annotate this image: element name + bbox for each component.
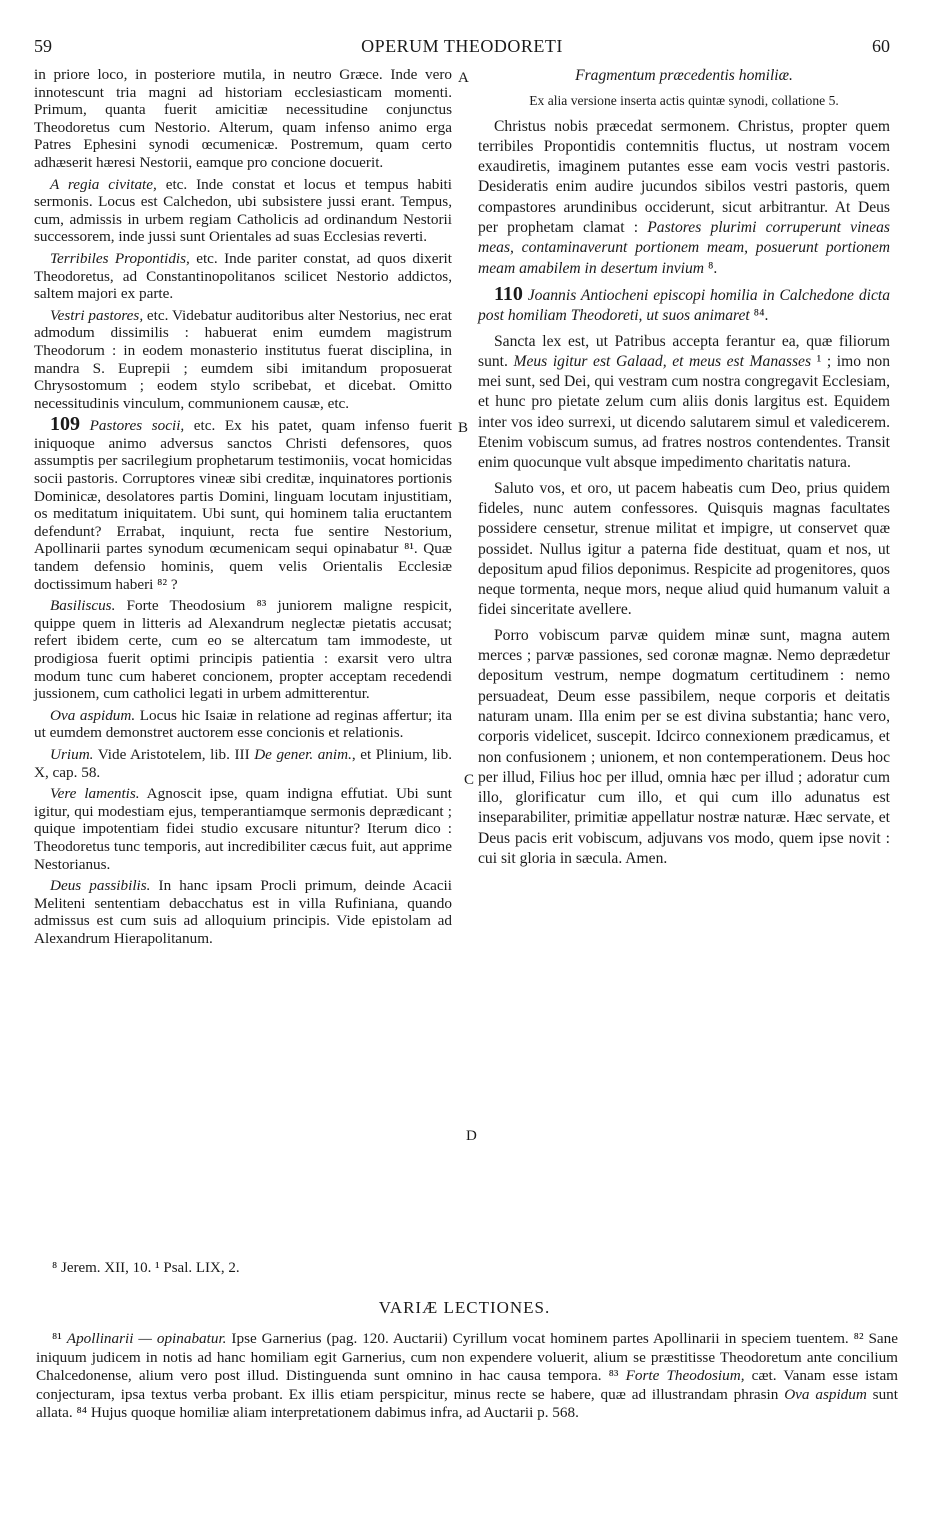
margin-letter-b: B xyxy=(458,420,469,436)
footnotes: ⁸ Jerem. XII, 10. ¹ Psal. LIX, 2. xyxy=(52,1260,240,1276)
left-paragraph: Deus passibilis. In hanc ipsam Procli primum, deinde Acacii Meliteni sententiam debacchatus est in villa Rufiniana, quando admissus est cum suis ad alloquium principis. Vide epistolam ad Alexandrum Hierapolitanum. xyxy=(34,877,453,947)
fragment-source: Ex alia versione inserta actis quintæ synodi, collatione 5. xyxy=(529,93,839,109)
variae-text: ⁸¹ Apollinarii — opinabatur. Ipse Garnerius (pag. 120. Auctarii) Cyrillum vocat hominem partes Apollinarii in speciem tuentem. ⁸² Sane iniquum judicem in notis ad hanc homiliam egit Garnerius, cum non expendere voluerit, alium se præstitisse Theodoretum ante concilium Chalcedonense, alium vero post illud. Distinguenda sunt omnino in hac causa tempora. ⁸³ Forte Theodosium, cæt. Vanam esse istam conjecturam, ipsa textus verba probant. Ex illis etiam perspicitur, minus recte se habere, quæ ad illustrandam phrasin Ova aspidum sunt allata. ⁸⁴ Hujus quoque homiliæ aliam interpretationem dabimus infra, ad Auctarii p. 568. xyxy=(36,1330,898,1422)
left-paragraph: Basiliscus. Forte Theodosium ⁸³ juniorem maligne respicit, quippe quem in litteris ad Alexandrum neglectæ pietatis accusat; refert ibidem certe, cum eo se altercatum tam immodeste, ut prodigiosa fuerit optimi principis patientia : exarsit vero ultra modum tunc cum haberet concionem, propter acceptam recedendi jussionem, cum catholici legati in urbem admitterentur. xyxy=(34,597,452,703)
right-paragraph: Saluto vos, et oro, ut pacem habeatis cum Deo, prius quidem fideles, nunc autem confessores. Quisquis magnas facultates possidere censetur, strenue militat et impigre, ut conservet quæ possidet. Nullus igitur a paterna fide destituat, quam et nos, ut depositum apud filios deponimus. Respicite ad progenitores, quos neque tormenta, neque mors, neque aliud quid humanum valuit a fidei sinceritate avellere. xyxy=(478,479,890,619)
left-paragraph: Terribiles Propontidis, etc. Inde pariter constat, ad quos dixerit Theodoretus, ad Constantinopolitanos scilicet Nestorio addictos, saltem majori ex parte. xyxy=(34,249,452,303)
left-paragraph: Urium. Vide Aristotelem, lib. III De gener. anim., et Plinium, lib. X, cap. 58. xyxy=(34,745,453,781)
page-header xyxy=(34,36,890,62)
left-paragraph: Vere lamentis. Agnoscit ipse, quam indigna effutiat. Ubi sunt igitur, qui modestiam ejus, temperantiamque sermonis deprædicant ; quique impotentiam fidei studio excusare nituntur? Iterum dico : Theodoretus tunc temporis, aut incredibiliter cæcus fuit, aut apprime Nestorianus. xyxy=(34,785,452,873)
homily-110-heading: 110 Joannis Antiocheni episcopi homilia in Calchedone dicta post homiliam Theodoreti, ut suos animaret ⁸⁴. xyxy=(478,282,890,325)
running-title: OPERUM THEODORETI xyxy=(361,36,563,56)
variae-lectiones-title: VARIÆ LECTIONES. xyxy=(378,1298,551,1317)
left-paragraph: A regia civitate, etc. Inde constat et locus et tempus habiti sermonis. Locus est Calchedon, ubi subsistere jussi erant. Tempus, cum, admissis in urbem regiam Catholicis ad ordinandum Nestorii successorem, inde jussi sunt Orientales ad suas Ecclesias reverti. xyxy=(34,175,452,246)
left-paragraph: Ova aspidum. Locus hic Isaiæ in relatione ad reginas affertur; ita ut eumdem demonstret auctorem esse concionis et relationis. xyxy=(34,706,452,742)
margin-letter-a: A xyxy=(458,70,469,86)
page-number-left: 59 xyxy=(34,36,52,56)
left-column xyxy=(34,66,452,952)
section-number: 109 xyxy=(50,413,80,436)
variae-lectiones xyxy=(36,1330,898,1423)
right-paragraph: Sancta lex est, ut Patribus accepta ferantur ea, quæ filiorum sunt. Meus igitur est Galaad, et meus est Manasses ¹ ; imo non mei sunt, sed Dei, qui vestram cum nostra congregavit Ecclesiam, et hunc pro pietate zelum cum aliis donis largitus est. Equidem inter vos ideo surrexi, ut dicendo salutarem simul et valedicerem. Etenim vobiscum sumus, ad fratres nostros contendentes. Transit enim quocunque vult absque impedimento charitatis natura. xyxy=(478,332,890,472)
right-paragraph: Porro vobiscum parvæ quidem minæ sunt, magna autem merces ; parvæ passiones, sed coronæ magnæ. Nemo deprædetur depositum vestrum, nempe dogmatum certitudinem : nemo persuadeat, Deum esse passibilem, neque corporis et deitatis naturam unam. Illa enim per se est divina substantia; hanc vero, corporis videlicet, suscepit. Idcirco connexionem prædicamus, et non confusionem ; unionem, et non contemperationem. Deus hoc per illud, Filius hoc per illud, omnia hæc per illud ; adoratur cum illo, glorificatur cum illo, et qui cum illo adunatus est inseparabiliter, primitiæ appellatur nostræ naturæ. Hæc servate, et Deus pacis erit vobiscum, adjuvans vos modo, quem ipse novit : cui sit gloria in sæcula. Amen. xyxy=(478,626,890,867)
fragment-title: Fragmentum præcedentis homiliæ. xyxy=(575,67,793,84)
section-number: 110 xyxy=(494,282,523,305)
right-column xyxy=(478,66,890,874)
right-paragraph: Christus nobis præcedat sermonem. Christus, propter quem terribiles Propontidis contemnitis fluctus, ut nostram vocem exaudiretis, imaginem putantes esse eam vocis vestri pastoris. Desideratis enim audire jucundos sibilos vestri pastoris, quem compastores arundinibus occiderunt, sicut arbitrantur. At Deus per prophetam clamat : Pastores plurimi corruperunt vineas meas, contaminaverunt portionem meam, posuerunt portionem meam amabilem in desertum invium ⁸. xyxy=(478,117,890,277)
left-paragraph-109: 109 Pastores socii, etc. Ex his patet, quam infenso fuerit iniquoque animo adversus sanctos Christi defensores, quos assumptis per sacrilegium prophetarum testimoniis, vocat homicidas socii pastoris. Corruptores vineæ sibi creditæ, inquinatores portionis Dominicæ, desolatores partis Domini, linguam locutam injustitiam, os meditatum iniquitatem. Ubi sunt, qui hominem talia eructantem defendunt? Errabat, inquiunt, recta fue sentire Nestorium, Apollinarii partes synodum œcumenicam sequi opinabatur ⁸¹. Quæ tandem defensio hominis, quem velis Orientalis Ecclesiæ doctissimum haberi ⁸² ? xyxy=(34,413,453,593)
left-paragraph: Vestri pastores, etc. Videbatur auditoribus alter Nestorius, nec erat admodum dissimilis : habuerat enim eumdem magistrum Theodorum : in eodem monasterio institutus fuerat disciplina, in mandra S. Euprepii ; eumdem sibi imitandum proposuerat Chrysostomum ; eodem stylo scribebat, et dicebat. Omitto necessitudinis vinculum, communionem causæ, etc. xyxy=(34,306,452,412)
margin-letter-d: D xyxy=(466,1128,477,1144)
page-number-right: 60 xyxy=(872,36,890,56)
margin-letter-c: C xyxy=(464,772,475,788)
left-paragraph: in priore loco, in posteriore mutila, in neutro Græce. Inde vero innotescunt tria magni ad historiam ecclesiasticam momenti. Primum, quanta fuerit amicitiæ necessitudine conjunctus Theodoretus cum Nestorio. Alterum, quam infenso animo erga Patres Ephesini synodi œcumenicæ. Postremum, quam certo adhæserit hæresi Nestorii, eamque pro concione docuerit. xyxy=(34,66,452,171)
